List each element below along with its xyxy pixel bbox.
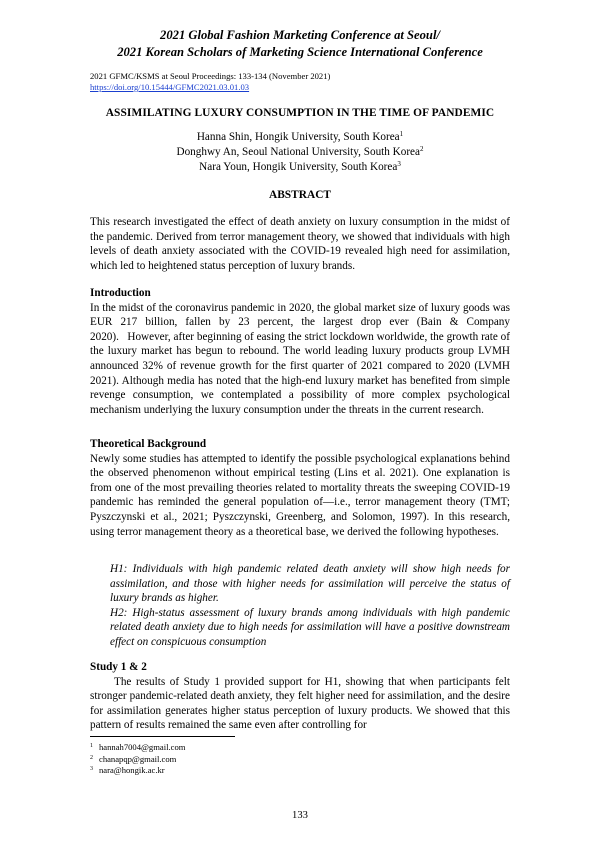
- author-line: Donghwy An, Seoul National University, South Korea$^2$: [176, 144, 424, 158]
- conference-header-line-1: 2021 Global Fashion Marketing Conference at Seoul/: [160, 28, 440, 42]
- hypothesis-h2: H2: High-status assessment of luxury brands among individuals with high pandemic related death anxiety due to high needs for assimilation will have a positive downstream effect on conspicuous consumption: [110, 606, 510, 648]
- introduction-text: In the midst of the coronavirus pandemic in 2020, the global market size of luxury goods was EUR 217 billion, fallen by 23 percent, the largest drop ever (Bain & Company 2020). However, after beginning of easing the strict lockdown worldwide, the growth rate of the luxury market has begun to rebound. The world leading luxury products group LVMH announced 32% of revenue growth for the first quarter of 2021 compared to 2020 (LVMH 2021). Although media has noted that the high-end luxury market has benefited from simple revenge consumption, we contemplated a possibility of more complex psychological mechanism underlying the luxury consumption under the threats in the current research.: [90, 301, 510, 416]
- study-section: [90, 660, 510, 733]
- conference-header-line-2: 2021 Korean Scholars of Marketing Science International Conference: [117, 45, 483, 59]
- conference-header: [0, 27, 600, 61]
- theoretical-background-section: [90, 437, 510, 539]
- proceedings-info: [90, 71, 330, 93]
- author-line: Hanna Shin, Hongik University, South Korea$^1$: [196, 130, 404, 143]
- affiliation-mark: 2: [420, 144, 424, 153]
- hypothesis-h1: H1: Individuals with high pandemic related death anxiety will show high needs for assimilation, and those with higher needs for assimilation will perceive the status of luxury brands as higher.: [110, 563, 510, 605]
- affiliation-mark: 1: [399, 130, 404, 138]
- affiliation-mark: 3: [397, 159, 401, 168]
- theoretical-background-heading: Theoretical Background: [90, 438, 207, 450]
- footnote: $^1$ hannah7004@gmail.com: [90, 742, 186, 752]
- page-number: 133: [292, 810, 308, 821]
- paper-title: ASSIMILATING LUXURY CONSUMPTION IN THE TIME OF PANDEMIC: [105, 107, 495, 119]
- footnotes: [90, 742, 185, 777]
- hypotheses-block: [90, 562, 510, 650]
- proceedings-citation: 2021 GFMC/KSMS at Seoul Proceedings: 133-134 (November 2021): [90, 71, 331, 81]
- footnote: $^3$ nara@hongik.ac.kr: [90, 765, 165, 775]
- author-line: Nara Youn, Hongik University, South Korea$^3$: [199, 159, 401, 173]
- theoretical-background-text: Newly some studies has attempted to identify the possible psychological explanations behind the observed phenomenon without empirical testing (Lins et al. 2021). One explanation is from one of the most prevailing theories related to mortality threats the sweeping COVID-19 pandemic has reminded the general population of—i.e., terror management theory (TMT; Pyszczynski et al., 2021; Pyszczynski, Greenberg, and Solomon, 1997). In this research, using terror management theory as a theoretical base, we derived the following hypotheses.: [90, 452, 510, 538]
- author-list: [0, 130, 600, 174]
- study-heading: Study 1 & 2: [90, 661, 147, 673]
- abstract-text: This research investigated the effect of death anxiety on luxury consumption in the midst of the pandemic. Derived from terror management theory, we showed that individuals with high levels of death anxiety associated with the COVID-19 revealed high need for assimilation, which led to heightened status perception of luxury brands.: [90, 216, 510, 272]
- abstract-heading: ABSTRACT: [268, 189, 332, 201]
- footnote: $^2$ chanapqp@gmail.com: [90, 753, 177, 764]
- abstract-section: [90, 215, 510, 273]
- introduction-section: [90, 286, 510, 417]
- footnote-divider: [90, 736, 235, 737]
- introduction-heading: Introduction: [90, 287, 151, 299]
- doi-link[interactable]: https://doi.org/10.15444/GFMC2021.03.01.03: [90, 82, 250, 92]
- study-text: The results of Study 1 provided support for H1, showing that when participants felt stronger pandemic-related death anxiety, they felt higher need for assimilation, and the desire for assimilation generates higher status perception of luxury products. We showed that this pattern of results remained the same even after controlling for: [90, 675, 510, 732]
